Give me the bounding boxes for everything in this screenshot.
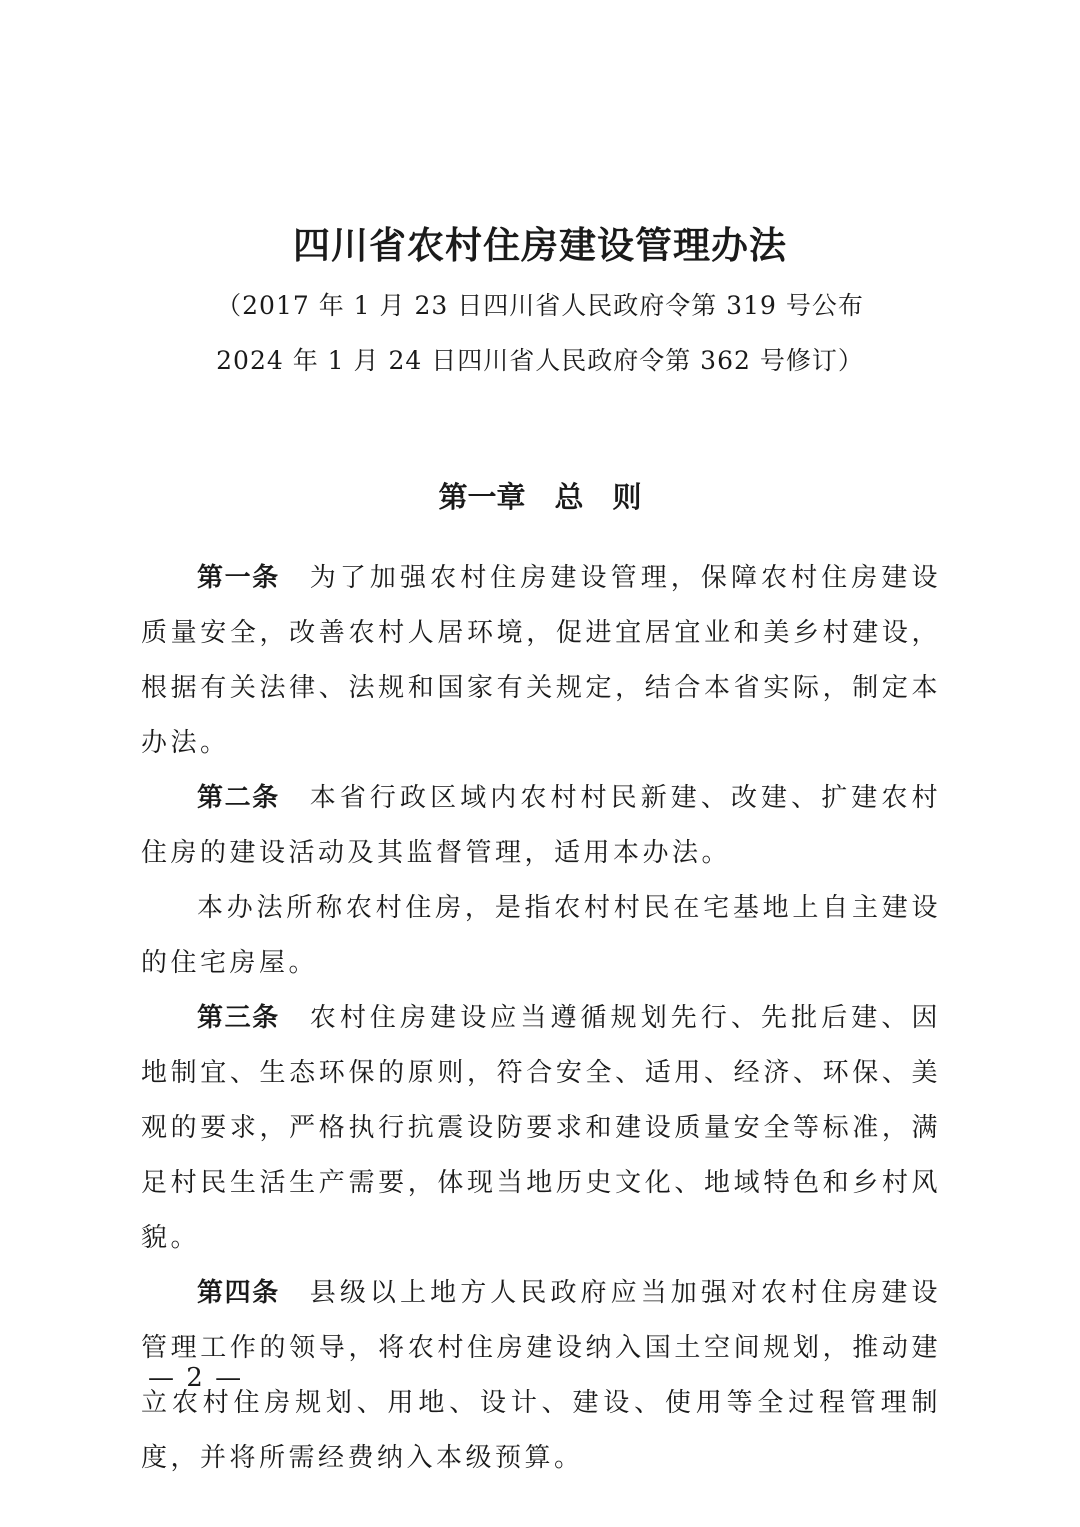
promulgation-note: （2017 年 1 月 23 日四川省人民政府令第 319 号公布: [216, 291, 864, 320]
article-text: 本省行政区域内农村村民新建、改建、扩建农村住房的建设活动及其监督管理，适用本办法。: [141, 783, 941, 868]
article-number: 第一条: [197, 563, 280, 593]
page-number: — 2 —: [148, 1363, 244, 1393]
article-number: 第三条: [197, 1003, 280, 1033]
article-2-paragraph-2: [141, 881, 941, 991]
article-1: [141, 551, 941, 771]
article-2: [141, 771, 941, 881]
chapter-heading: 第一章 总 则: [438, 480, 642, 514]
document-body: [141, 551, 941, 1486]
revision-note: 2024 年 1 月 24 日四川省人民政府令第 362 号修订）: [216, 346, 864, 375]
article-text: 本办法所称农村住房，是指农村村民在宅基地上自主建设的住宅房屋。: [141, 893, 941, 978]
article-4: [141, 1266, 941, 1486]
article-text: 农村住房建设应当遵循规划先行、先批后建、因地制宜、生态环保的原则，符合安全、适用、经济、环保、美观的要求，严格执行抗震设防要求和建设质量安全等标准，满足村民生活生产需要，体现当地历史文化、地域特色和乡村风貌。: [141, 1003, 941, 1253]
article-number: 第四条: [197, 1278, 280, 1308]
article-3: [141, 991, 941, 1266]
article-number: 第二条: [197, 783, 280, 813]
article-text: 县级以上地方人民政府应当加强对农村住房建设管理工作的领导，将农村住房建设纳入国土空间规划，推动建立农村住房规划、用地、设计、建设、使用等全过程管理制度，并将所需经费纳入本级预算。: [141, 1278, 941, 1473]
document-title: 四川省农村住房建设管理办法: [293, 224, 787, 267]
article-text: 为了加强农村住房建设管理，保障农村住房建设质量安全，改善农村人居环境，促进宜居宜业和美乡村建设，根据有关法律、法规和国家有关规定，结合本省实际，制定本办法。: [141, 563, 941, 758]
